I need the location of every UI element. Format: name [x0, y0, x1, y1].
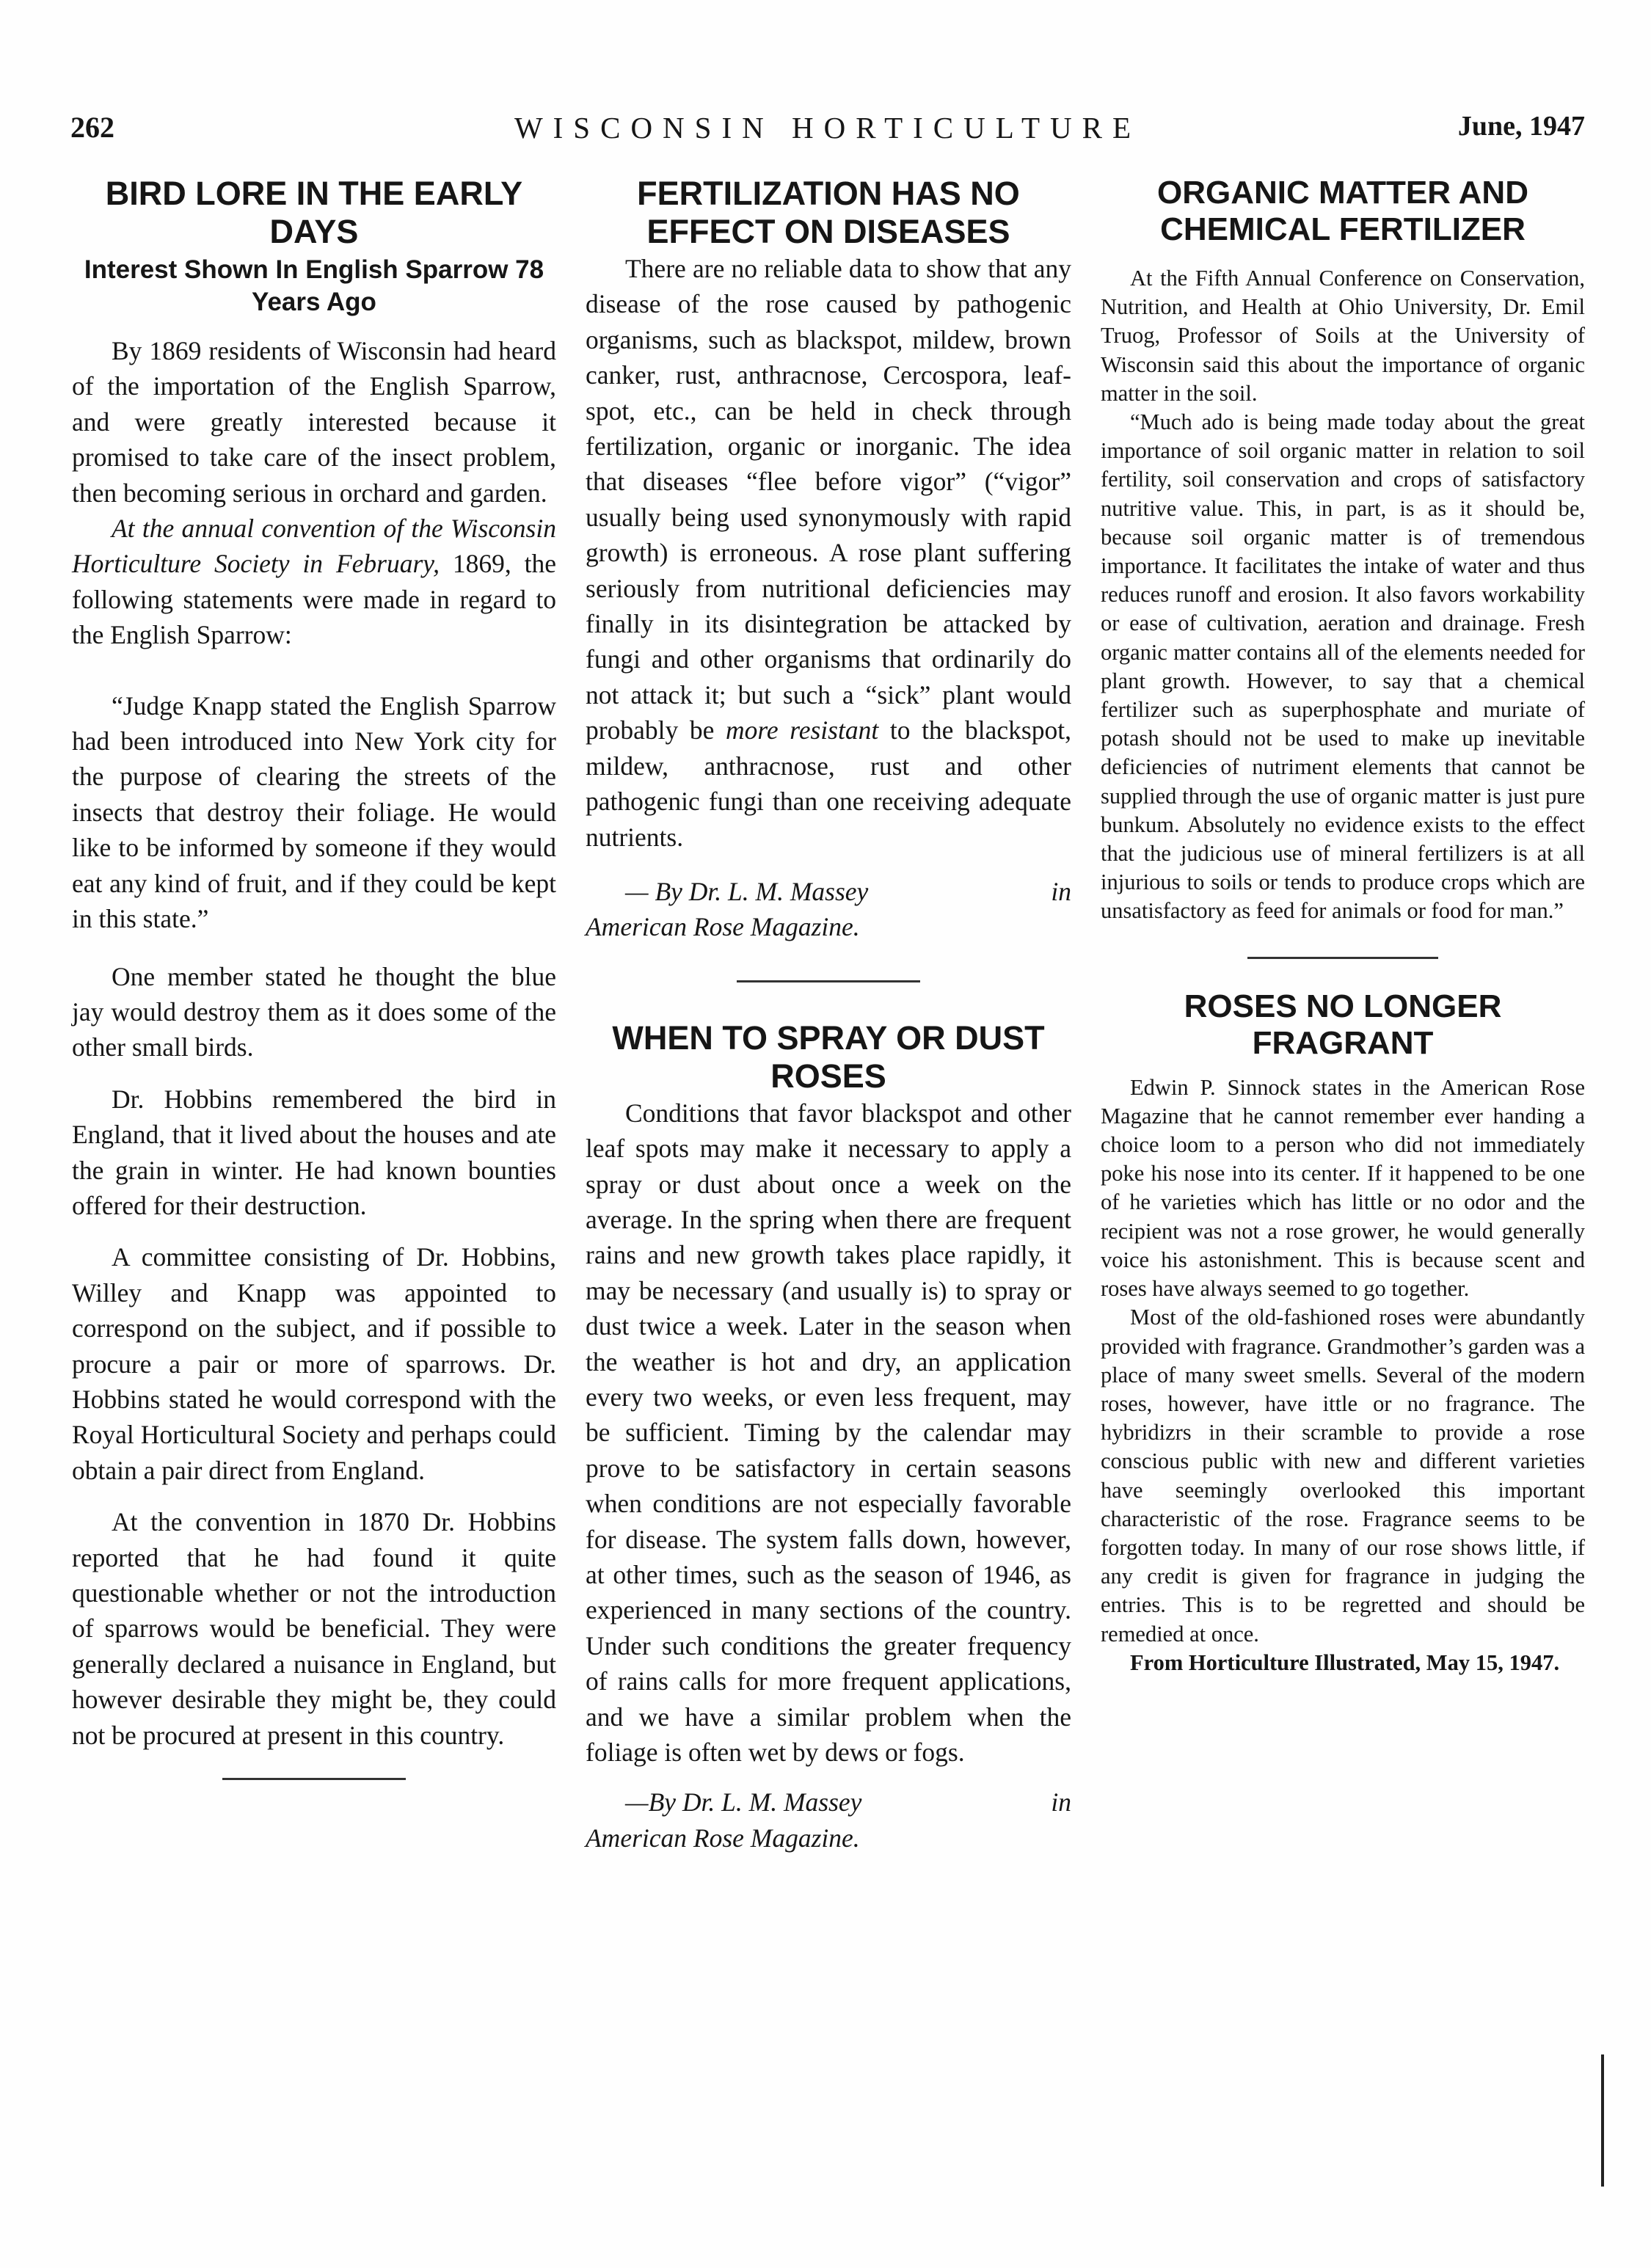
article-roses	[1101, 988, 1585, 1677]
divider-rule	[1247, 957, 1438, 959]
publication-title: WISCONSIN HORTICULTURE	[514, 111, 1142, 145]
column-3	[1101, 175, 1585, 1677]
issue-date: June, 1947	[1457, 111, 1585, 142]
article-title: ORGANIC MATTER AND CHEMICAL FERTILIZER	[1157, 175, 1528, 247]
article-spray	[586, 1019, 1071, 1856]
paragraph	[72, 511, 556, 653]
page-number: 262	[70, 111, 114, 144]
article-title: ROSES NO LONGER FRAGRANT	[1184, 988, 1502, 1061]
byline	[586, 1784, 1071, 1820]
article-bird-lore	[72, 175, 556, 1780]
paragraph: At the Fifth Annual Conference on Conservation, Nutrition, and Health at Ohio University, Dr. Emil Truog, Professor of Soils at the University of Wisconsin said this about the importance of organic matter in the soil.	[1101, 266, 1585, 406]
paragraph-text: 1869, the following statements were made in regard to the English Sparrow:	[72, 549, 556, 650]
article-organic-matter	[1101, 175, 1585, 959]
byline-author: —By Dr. L. M. Massey	[625, 1787, 862, 1817]
paragraph: Edwin P. Sinnock states in the American Rose Magazine that he cannot remember ever handing a choice loom to a person who did not immediately poke his nose into its center. If it happened to be one of he varieties which has little or no odor and the recipient was not a rose grower, he would generally voice his astonishment. This is because scent and roses have always seemed to go together.	[1101, 1074, 1585, 1302]
byline-author: — By Dr. L. M. Massey	[625, 876, 869, 906]
article-subtitle: Interest Shown In English Sparrow 78 Years Ago	[84, 255, 544, 316]
article-title: BIRD LORE IN THE EARLY DAYS	[105, 175, 523, 250]
quote-paragraph: “Much ado is being made today about the great importance of soil organic matter in relation to soil fertility, soil conservation and crops of satisfactory nutritive value. This, in part, is as it should be, because soil organic matter is of tremendous importance. It facilitates the intake of water and thus reduces runoff and erosion. It also favors workability or ease of cultivation, aeration and drainage. Fresh organic matter contains all of the elements needed for plant growth. However, to say that a chemical fertilizer such as superphosphate and muriate of potash should not be used to make up inevitable deficiencies of nutriment elements that cannot be supplied through the use of organic matter is just pure bunkum. Absolutely no evidence exists to the effect that the judicious use of mineral fertilizers is at all injurious to soils or tends to produce crops which are unsatisfactory as feed for animals or food for man.”	[1101, 409, 1585, 924]
byline	[586, 874, 1071, 909]
byline-in: in	[1051, 1787, 1071, 1817]
paragraph: One member stated he thought the blue jay would destroy them as it does some of the other small birds.	[72, 961, 556, 1062]
article-title: FERTILIZATION HAS NO EFFECT ON DISEASES	[637, 175, 1020, 250]
paragraph-text: to the blackspot, mildew, anthracnose, rust and other pathogenic fungi than one receiving adequate nutrients.	[586, 715, 1071, 852]
paragraph: A committee consisting of Dr. Hobbins, Willey and Knapp was appointed to correspond on the subject, and if possible to procure a pair or more of sparrows. Dr. Hobbins stated he would correspond with the Royal Horticultural Society and perhaps could obtain a pair direct from England.	[72, 1242, 556, 1485]
column-2	[586, 175, 1071, 1856]
article-title: WHEN TO SPRAY OR DUST ROSES	[612, 1018, 1045, 1095]
byline-in: in	[1051, 876, 1071, 906]
byline-source: American Rose Magazine.	[586, 912, 860, 942]
paragraph: Conditions that favor blackspot and other leaf spots may make it necessary to apply a spray or dust about once a week on the average. In the spring when there are frequent rains and new growth takes place rapidly, it may be necessary (and usually is) to spray or dust twice a week. Later in the season when the weather is hot and dry, an application every two weeks, or even less frequent, may be sufficient. Timing by the calendar may prove to be satisfactory in certain seasons when conditions are not especially favorable for disease. The system falls down, however, at other times, such as the season of 1946, as experienced in many sections of the country. Under such conditions the greater frequency of rains calls for more frequent applications, and we have a similar problem when the foliage is often wet by dews or fogs.	[586, 1098, 1071, 1768]
page-header	[70, 110, 1585, 154]
paragraph	[586, 251, 1071, 855]
divider-rule	[737, 980, 920, 982]
scan-edge-line	[1601, 2054, 1604, 2187]
paragraph: By 1869 residents of Wisconsin had heard of the importation of the English Sparrow, and were greatly interested because it promised to take care of the insect problem, then becoming serious in orchard and garden.	[72, 336, 556, 508]
byline-source: American Rose Magazine.	[586, 1823, 860, 1853]
column-1	[72, 175, 556, 1780]
paragraph: At the convention in 1870 Dr. Hobbins reported that he had found it quite questionable whether or not the introduction of sparrows would be beneficial. They were generally declared a nuisance in England, but however desirable they might be, they could not be procured at present in this country.	[72, 1507, 556, 1750]
paragraph: Dr. Hobbins remembered the bird in England, that it lived about the houses and ate the grain in winter. He had known bounties offered for their destruction.	[72, 1084, 556, 1220]
paragraph: Most of the old-fashioned roses were abundantly provided with fragrance. Grandmother’s garden was a place of many sweet smells. Several of the modern roses, however, have ittle or no fragrance. The hybridizrs in their scramble to provide a rose conscious public with new and different varieties have seemingly overlooked this important characteristic of the rose. Fragrance seems to be forgotten today. In many of our rose shows little, if any credit is given for fragrance in judging the entries. This is to be regretted and should be remedied at once.	[1101, 1305, 1585, 1647]
divider-rule	[222, 1778, 406, 1780]
quote-paragraph: “Judge Knapp stated the English Sparrow had been introduced into New York city for the purpose of clearing the streets of the insects that destroy their foliage. He would like to be informed by someone if they would eat any kind of fruit, and if they could be kept in this state.”	[72, 690, 556, 934]
paragraph-text: There are no reliable data to show that any disease of the rose caused by pathogenic organisms, such as blackspot, mildew, brown canker, rust, anthracnose, Cercospora, leaf-spot, etc., can be held in check through fertilization, organic or inorganic. The idea that diseases “flee before vigor” (“vigor” usually being used synonymously with rapid growth) is erroneous. A rose plant suffering seriously from nutritional deficiencies may finally in its disintegration be attacked by fungi and other organisms that ordinarily do not attack it; but such a “sick” plant would probably be	[586, 254, 1071, 745]
italic-text: more resistant	[725, 715, 879, 745]
italic-text: At the annual convention of the Wisconsin Horticulture Society in February,	[72, 514, 556, 579]
article-fertilization	[586, 175, 1071, 982]
source-credit: From Horticulture Illustrated, May 15, 1947.	[1130, 1649, 1560, 1675]
